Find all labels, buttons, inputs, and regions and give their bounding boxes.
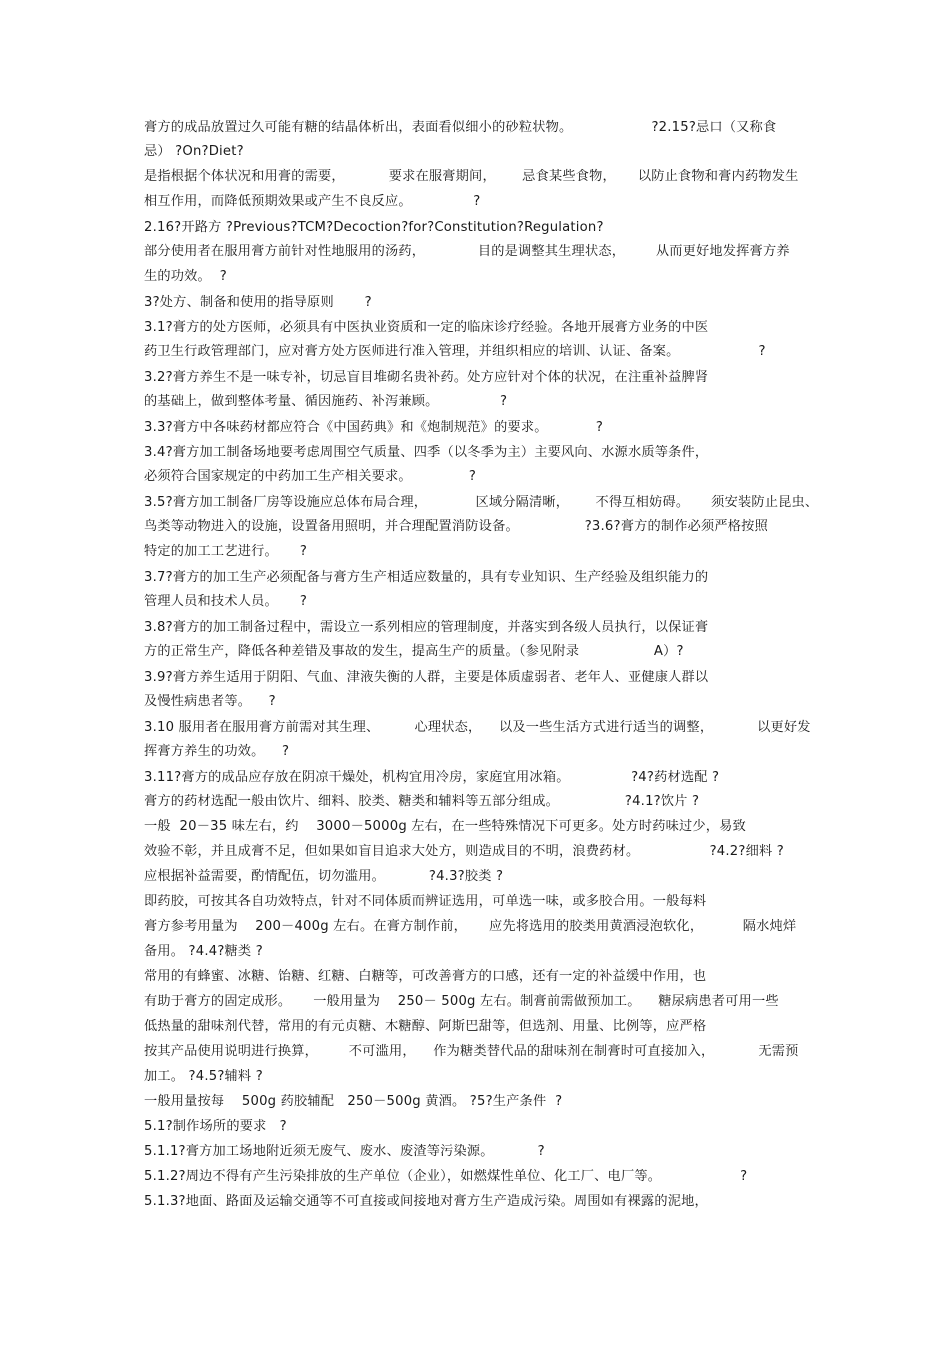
text-line: 相互作用，而降低预期效果或产生不良反应。 ? — [144, 194, 481, 209]
text-line: 低热量的甜味剂代替，常用的有元贞糖、木糖醇、阿斯巴甜等，但选剂、用量、比例等，应严格 — [144, 1019, 707, 1034]
text-line: 5.1.1?膏方加工场地附近须无废气、废水、废渣等污染源。 ? — [144, 1144, 545, 1159]
text-line: 的基础上，做到整体考量、循因施药、补泻兼顾。 ? — [144, 394, 508, 409]
text-line: 3.4?膏方加工制备场地要考虑周围空气质量、四季（以冬季为主）主要风向、水源水质等条件， — [144, 445, 709, 460]
text-line: 一般 20－35 味左右，约 3000－5000g 左右，在一些特殊情况下可更多。处方时药味过少，易致 — [144, 819, 746, 834]
text-line: 3.2?膏方养生不是一味专补，切忌盲目堆砌名贵补药。处方应针对个体的状况，在注重补益脾肾 — [144, 370, 709, 385]
section-heading: 3?处方、制备和使用的指导原则 ? — [144, 295, 372, 310]
text-line: 特定的加工工艺进行。 ? — [144, 544, 308, 559]
text-line: 管理人员和技术人员。 ? — [144, 594, 308, 609]
text-line: 及慢性病患者等。 ? — [144, 694, 276, 709]
text-line: 2.16?开路方 ?Previous?TCM?Decoction?for?Constitution?Regulation? — [144, 220, 604, 235]
text-line: 应根据补益需要，酌情配伍，切勿滥用。 ?4.3?胶类 ? — [144, 869, 504, 884]
text-line: 一般用量按每 500g 药胶辅配 250－500g 黄酒。 ?5?生产条件 ? — [144, 1094, 563, 1109]
text-line: 3.7?膏方的加工生产必须配备与膏方生产相适应数量的，具有专业知识、生产经验及组织能力的 — [144, 570, 709, 585]
text-line: 3.9?膏方养生适用于阴阳、气血、津液失衡的人群，主要是体质虚弱者、老年人、亚健康人群以 — [144, 670, 709, 685]
text-line: 3.5?膏方加工制备厂房等设施应总体布局合理， 区域分隔清晰， 不得互相妨碍。 须安装防止昆虫、 — [144, 495, 819, 510]
text-line: 膏方的成品放置过久可能有糖的结晶体析出，表面看似细小的砂粒状物。 ?2.15?忌口（又称食 — [144, 120, 777, 135]
text-line: 备用。 ?4.4?糖类 ? — [144, 944, 263, 959]
text-line: 膏方参考用量为 200－400g 左右。在膏方制作前， 应先将选用的胶类用黄酒浸泡软化， 隔水炖烊 — [144, 919, 797, 934]
text-line: 3.3?膏方中各味药材都应符合《中国药典》和《炮制规范》的要求。 ? — [144, 420, 604, 435]
text-line: 3.10 服用者在服用膏方前需对其生理、 心理状态， 以及一些生活方式进行适当的调整， 以更好发 — [144, 720, 811, 735]
text-line: 3.8?膏方的加工制备过程中，需设立一系列相应的管理制度，并落实到各级人员执行，以保证膏 — [144, 620, 709, 635]
text-line: 忌） ?On?Diet? — [144, 144, 244, 159]
text-line: 膏方的药材选配一般由饮片、细料、胶类、糖类和辅料等五部分组成。 ?4.1?饮片 ? — [144, 794, 700, 809]
text-line: 即药胶，可按其各自功效特点，针对不同体质而辨证选用，可单选一味，或多胶合用。一般每料 — [144, 894, 707, 909]
text-line: 3.11?膏方的成品应存放在阴凉干燥处，机构宜用冷房，家庭宜用冰箱。 ?4?药材选配 ? — [144, 770, 720, 785]
text-line: 必须符合国家规定的中药加工生产相关要求。 ? — [144, 469, 477, 484]
text-line: 鸟类等动物进入的设施，设置备用照明，并合理配置消防设备。 ?3.6?膏方的制作必须严格按照 — [144, 519, 768, 534]
text-line: 挥膏方养生的功效。 ? — [144, 744, 290, 759]
text-line: 有助于膏方的固定成形。 一般用量为 250－ 500g 左右。制膏前需做预加工。 糖尿病患者可用一些 — [144, 994, 779, 1009]
text-line: 5.1.2?周边不得有产生污染排放的生产单位（企业），如燃煤性单位、化工厂、电厂等。 ? — [144, 1169, 748, 1184]
text-line: 5.1?制作场所的要求 ? — [144, 1119, 287, 1134]
text-line: 部分使用者在服用膏方前针对性地服用的汤药， 目的是调整其生理状态， 从而更好地发挥膏方养 — [144, 244, 790, 259]
text-line: 效验不彰，并且成膏不足，但如果如盲目追求大处方，则造成目的不明，浪费药材。 ?4.2?细料 ? — [144, 844, 784, 859]
text-line: 方的正常生产，降低各种差错及事故的发生，提高生产的质量。（参见附录 A）? — [144, 644, 684, 659]
text-line: 是指根据个体状况和用膏的需要， 要求在服膏期间， 忌食某些食物， 以防止食物和膏内药物发生 — [144, 169, 799, 184]
text-line: 生的功效。 ? — [144, 269, 227, 284]
text-line: 按其产品使用说明进行换算， 不可滥用， 作为糖类替代品的甜味剂在制膏时可直接加入， 无需预 — [144, 1044, 799, 1059]
text-line: 3.1?膏方的处方医师，必须具有中医执业资质和一定的临床诊疗经验。各地开展膏方业务的中医 — [144, 320, 709, 335]
text-line: 5.1.3?地面、路面及运输交通等不可直接或间接地对膏方生产造成污染。周围如有裸露的泥地， — [144, 1194, 708, 1209]
text-line: 常用的有蜂蜜、冰糖、饴糖、红糖、白糖等，可改善膏方的口感，还有一定的补益缓中作用，也 — [144, 969, 707, 984]
text-line: 加工。 ?4.5?辅料 ? — [144, 1069, 263, 1084]
text-line: 药卫生行政管理部门，应对膏方处方医师进行准入管理，并组织相应的培训、认证、备案。 ? — [144, 344, 766, 359]
